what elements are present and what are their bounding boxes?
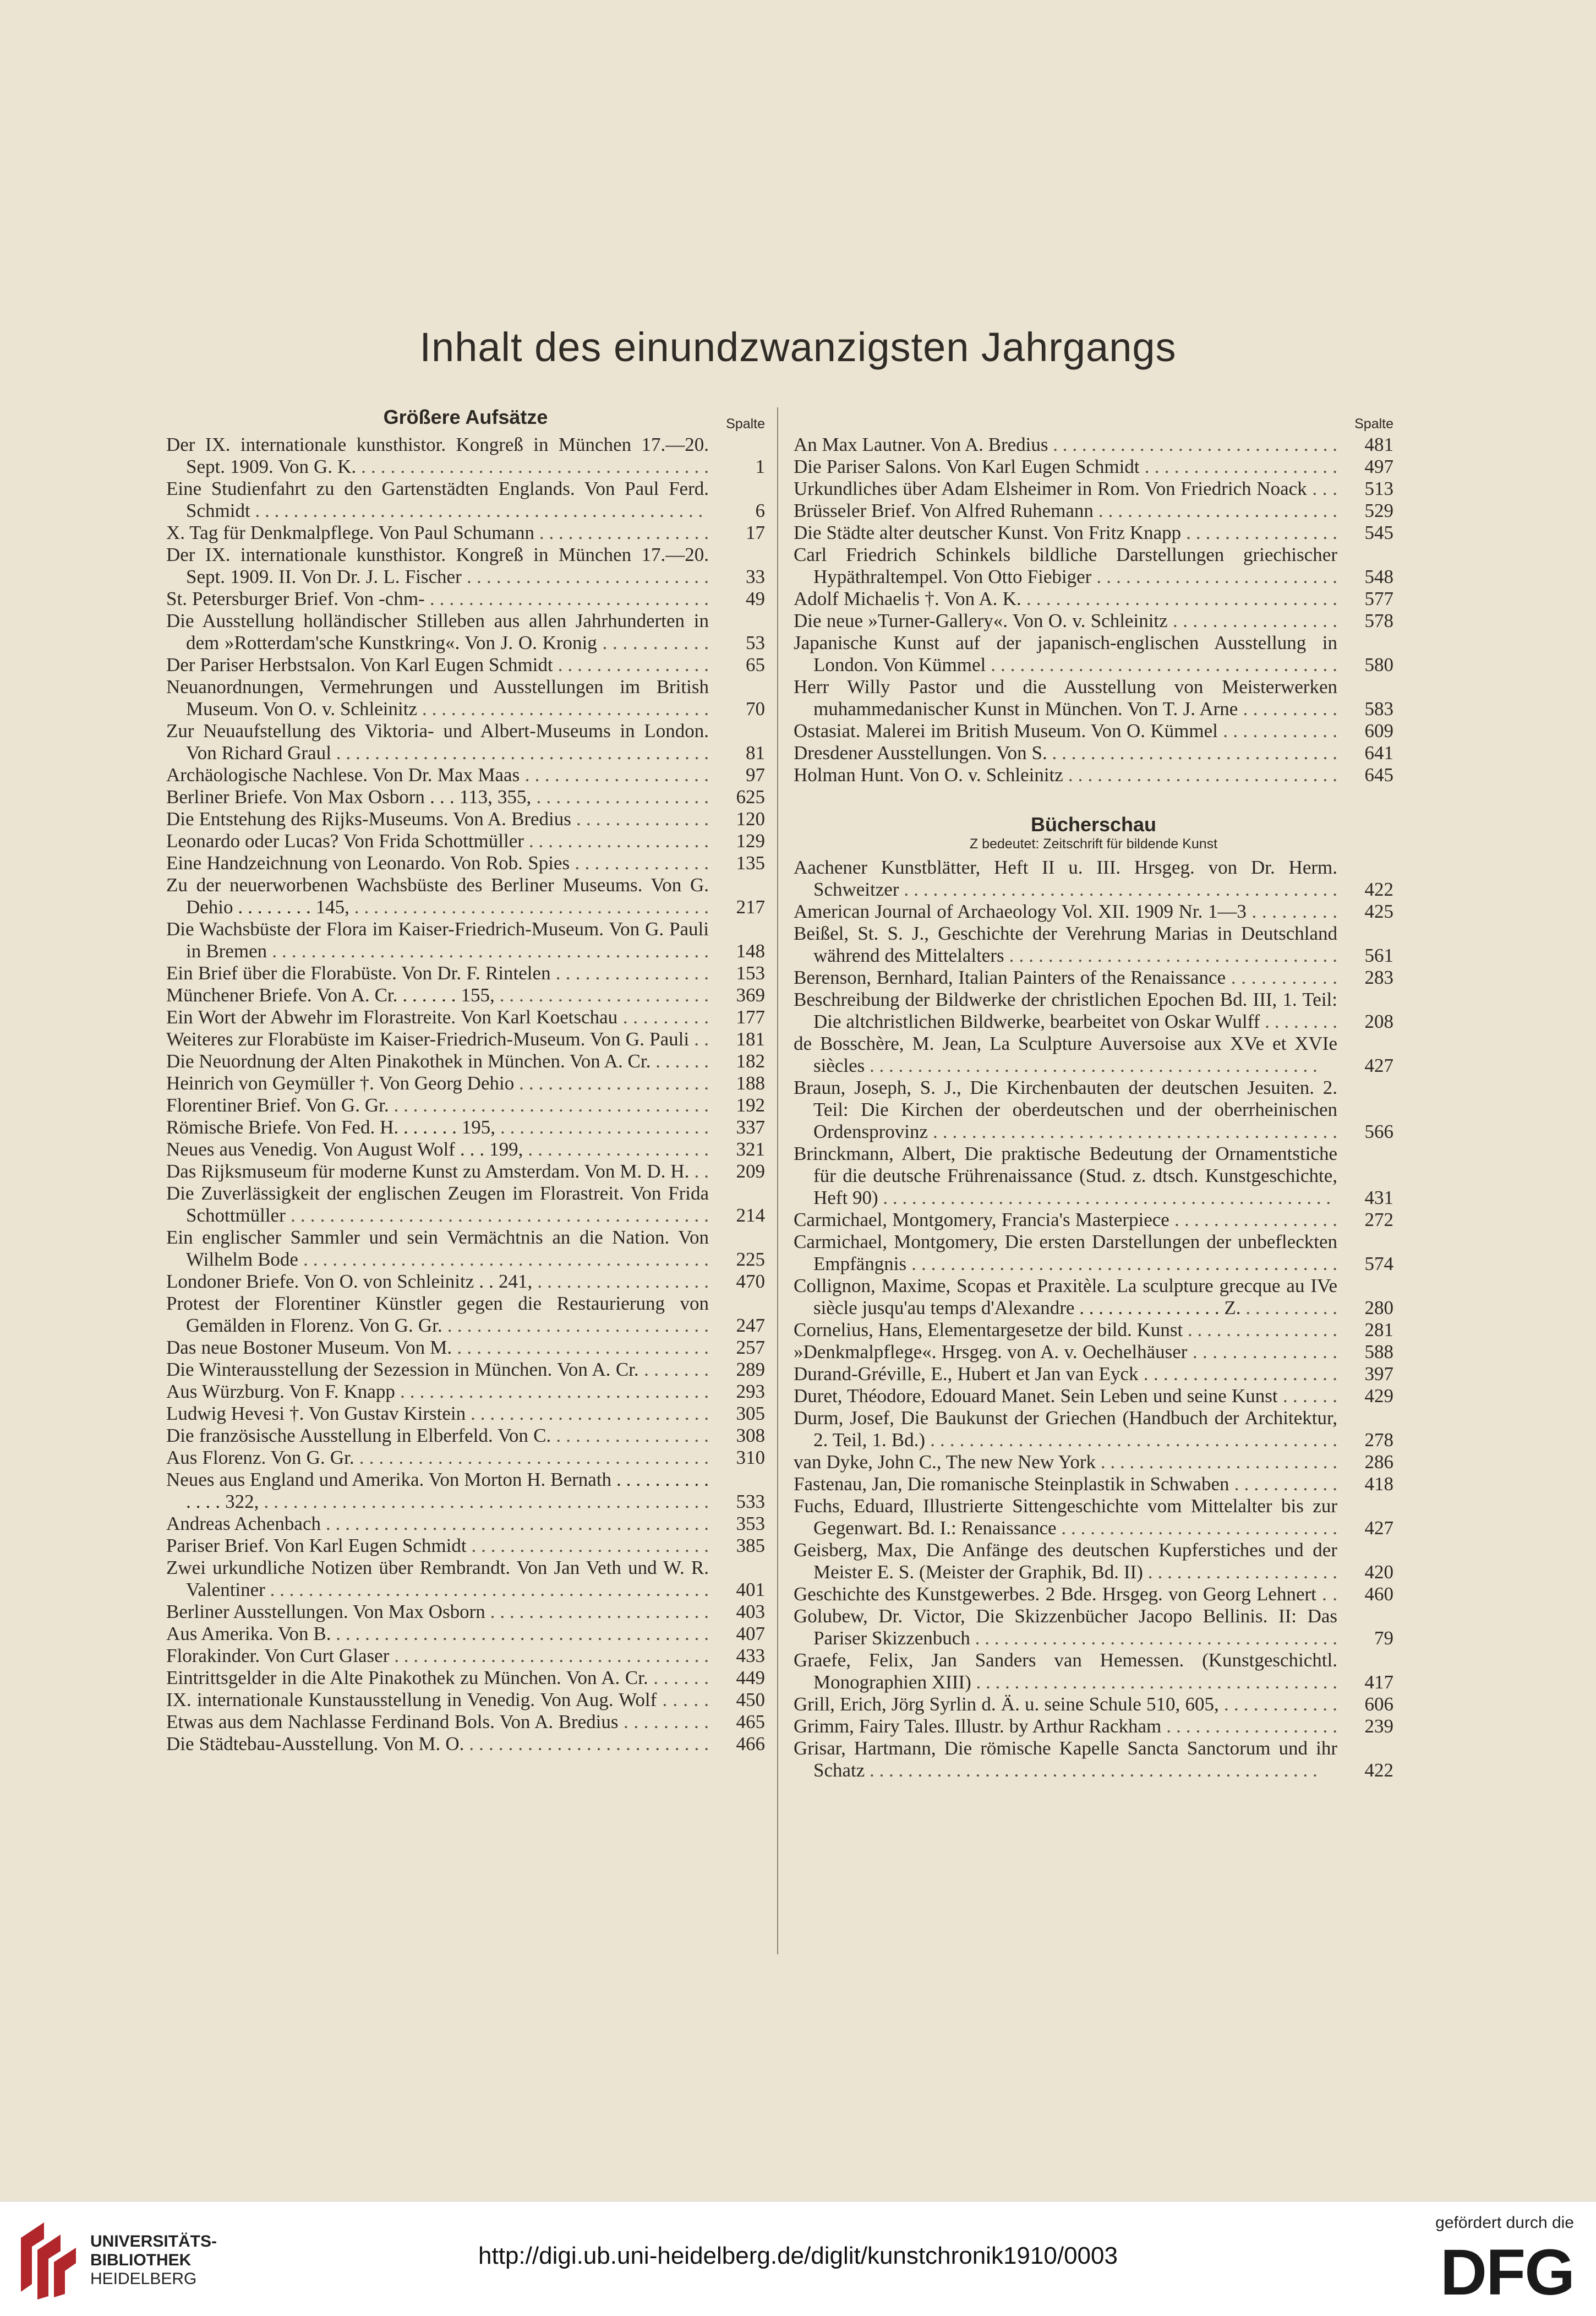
entry-column-number: 181	[736, 1028, 765, 1050]
entry-title: Aus Florenz. Von G. Gr. . . .	[166, 1447, 709, 1469]
entry-column-number: 214	[736, 1205, 765, 1226]
entry-title: Zu der neuerworbenen Wachsbüste des Berliner Museums. Von G. Dehio . . . . . . . . 145, . . .	[166, 874, 709, 918]
entry-title: Adolf Michaelis †. Von A. K. . . .	[794, 588, 1337, 610]
toc-entry	[166, 588, 765, 610]
entry-title: Holman Hunt. Von O. v. Schleinitz . . .	[794, 764, 1337, 786]
toc-entry	[166, 1182, 765, 1227]
entry-column-number: 533	[736, 1491, 765, 1512]
toc-entry	[794, 632, 1393, 676]
toc-entry	[794, 742, 1393, 764]
toc-entry	[166, 1337, 765, 1359]
toc-entry	[166, 720, 765, 764]
entry-title: Herr Willy Pastor und die Ausstellung von Meisterwerken muhammedanischer Kunst in München. Von T. J. Arne . . .	[794, 676, 1337, 720]
entry-column-number: 310	[736, 1447, 765, 1468]
entry-title: Florakinder. Von Curt Glaser . . .	[166, 1645, 709, 1667]
toc-entry	[794, 588, 1393, 610]
entry-title: Neuanordnungen, Vermehrungen und Ausstellungen im British Museum. Von O. v. Schleinitz . . .	[166, 676, 709, 720]
book-entry	[794, 1693, 1393, 1715]
entry-title: Der IX. internationale kunsthistor. Kongreß in München 17.—20. Sept. 1909. Von G. K. . . .	[166, 434, 709, 478]
book-entry	[794, 1407, 1393, 1451]
entry-title: Durm, Josef, Die Baukunst der Griechen (Handbuch der Architektur, 2. Teil, 1. Bd.) . . .	[794, 1407, 1337, 1451]
book-entry	[794, 1077, 1393, 1143]
entry-column-number: 247	[736, 1315, 765, 1336]
entry-column-number: 65	[746, 654, 765, 675]
entry-column-number: 308	[736, 1425, 765, 1446]
book-entry	[794, 1583, 1393, 1605]
entry-column-number: 33	[746, 566, 765, 587]
entry-title: Beißel, St. S. J., Geschichte der Verehrung Marias in Deutschland während des Mittelalters . . .	[794, 923, 1337, 967]
toc-entry	[166, 1028, 765, 1050]
entry-title: de Bosschère, M. Jean, La Sculpture Auversoise aux XVe et XVIe siècles . . .	[794, 1033, 1337, 1077]
entry-title: Die Neuordnung der Alten Pinakothek in München. Von A. Cr. . . .	[166, 1050, 709, 1072]
entry-title: American Journal of Archaeology Vol. XII. 1909 Nr. 1—3 . . .	[794, 901, 1337, 923]
entry-title: Die Städte alter deutscher Kunst. Von Fritz Knapp . . .	[794, 522, 1337, 544]
section-title-aufsaetze: Größere Aufsätze	[383, 406, 548, 428]
toc-entry	[166, 918, 765, 962]
entry-title: Die Winterausstellung der Sezession in München. Von A. Cr. . . .	[166, 1359, 709, 1381]
entry-column-number: 548	[1364, 566, 1393, 587]
toc-entry	[794, 610, 1393, 632]
entry-column-number: 305	[736, 1403, 765, 1424]
toc-entry	[166, 544, 765, 588]
entry-column-number: 529	[1364, 500, 1393, 521]
entry-title: Grisar, Hartmann, Die römische Kapelle Sancta Sanctorum und ihr Schatz . . .	[794, 1737, 1337, 1781]
book-entry	[794, 1209, 1393, 1231]
library-name-line: BIBLIOTHEK	[90, 2251, 192, 2269]
toc-entry	[166, 1160, 765, 1182]
entry-title: Aus Würzburg. Von F. Knapp . . .	[166, 1381, 709, 1403]
entry-title: Durand-Gréville, E., Hubert et Jan van Eyck . . .	[794, 1363, 1337, 1385]
entry-column-number: 79	[1374, 1627, 1393, 1649]
entry-column-number: 225	[736, 1249, 765, 1270]
entry-title: Das Rijksmuseum für moderne Kunst zu Amsterdam. Von M. D. H. . . .	[166, 1160, 709, 1182]
toc-entry	[166, 1623, 765, 1645]
entry-title: Carmichael, Montgomery, Francia's Masterpiece . . .	[794, 1209, 1337, 1231]
book-entry	[794, 1033, 1393, 1077]
entry-column-number: 545	[1364, 522, 1393, 543]
toc-entry	[166, 874, 765, 918]
entry-title: Die Städtebau-Ausstellung. Von M. O. . . .	[166, 1733, 709, 1755]
toc-entry	[166, 434, 765, 478]
entry-column-number: 97	[746, 764, 765, 786]
entry-title: Graefe, Felix, Jan Sanders van Hemessen. (Kunstgeschichtl. Monographien XIII) . . .	[794, 1649, 1337, 1693]
entry-title: Brüsseler Brief. Von Alfred Ruhemann . . .	[794, 500, 1337, 522]
entry-title: Urkundliches über Adam Elsheimer in Rom. Von Friedrich Noack . . .	[794, 478, 1337, 500]
entry-title: Der Pariser Herbstsalon. Von Karl Eugen Schmidt . . .	[166, 654, 709, 676]
entry-column-number: 425	[1364, 901, 1393, 922]
entry-column-number: 407	[736, 1623, 765, 1644]
entry-column-number: 422	[1364, 1759, 1393, 1781]
entry-title: Die Ausstellung holländischer Stilleben aus allen Jahrhunderten in dem »Rotterdam'sche Kunstkring«. Von J. O. Kronig . . .	[166, 610, 709, 654]
dfg-logo[interactable]: DFG	[1440, 2236, 1574, 2309]
entry-title: Londoner Briefe. Von O. von Schleinitz . . 241, . . .	[166, 1271, 709, 1293]
entry-column-number: 385	[736, 1535, 765, 1556]
entry-title: »Denkmalpflege«. Hrsgeg. von A. v. Oechelhäuser . . .	[794, 1341, 1337, 1363]
entry-column-number: 192	[736, 1094, 765, 1116]
entry-title: Das neue Bostoner Museum. Von M. . . .	[166, 1337, 709, 1359]
entry-column-number: 583	[1364, 698, 1393, 720]
toc-entry	[166, 522, 765, 544]
book-entry	[794, 967, 1393, 989]
entry-title: Ein Brief über die Florabüste. Von Dr. F. Rintelen . . .	[166, 962, 709, 984]
entry-column-number: 120	[736, 808, 765, 830]
entry-title: Grimm, Fairy Tales. Illustr. by Arthur Rackham . . .	[794, 1715, 1337, 1737]
entry-title: Etwas aus dem Nachlasse Ferdinand Bols. Von A. Bredius . . .	[166, 1711, 709, 1733]
entry-column-number: 209	[736, 1160, 765, 1182]
book-entry	[794, 1451, 1393, 1473]
toc-entry	[166, 1667, 765, 1689]
toc-entry	[166, 1116, 765, 1138]
entry-column-number: 645	[1364, 764, 1393, 786]
entry-title: Fuchs, Eduard, Illustrierte Sittengeschichte vom Mittelalter bis zur Gegenwart. Bd. I.: Renaissance . . .	[794, 1495, 1337, 1539]
entry-column-number: 513	[1364, 478, 1393, 499]
entry-title: Grill, Erich, Jörg Syrlin d. Ä. u. seine Schule 510, 605, . . .	[794, 1693, 1337, 1715]
entry-title: Eine Handzeichnung von Leonardo. Von Rob. Spies . . .	[166, 852, 709, 874]
entry-title: Ein englischer Sammler und sein Vermächtnis an die Nation. Von Wilhelm Bode . . .	[166, 1227, 709, 1271]
entry-column-number: 283	[1364, 967, 1393, 988]
entry-column-number: 422	[1364, 879, 1393, 900]
toc-entry	[166, 1072, 765, 1094]
book-entry	[794, 1495, 1393, 1539]
entry-column-number: 420	[1364, 1561, 1393, 1583]
entry-title: Berenson, Bernhard, Italian Painters of the Renaissance . . .	[794, 967, 1337, 989]
book-entry	[794, 923, 1393, 967]
entry-column-number: 449	[736, 1667, 765, 1688]
entry-column-number: 280	[1364, 1297, 1393, 1318]
entry-title: Cornelius, Hans, Elementargesetze der bild. Kunst . . .	[794, 1319, 1337, 1341]
entry-column-number: 580	[1364, 654, 1393, 675]
entry-title: Die Wachsbüste der Flora im Kaiser-Friedrich-Museum. Von G. Pauli in Bremen . . .	[166, 918, 709, 962]
entry-title: Eine Studienfahrt zu den Gartenstädten Englands. Von Paul Ferd. Schmidt . . .	[166, 478, 709, 522]
entry-column-number: 417	[1364, 1671, 1393, 1693]
toc-entry	[166, 808, 765, 830]
entry-title: Ludwig Hevesi †. Von Gustav Kirstein . . .	[166, 1403, 709, 1425]
toc-entry	[166, 1711, 765, 1733]
entry-column-number: 321	[736, 1138, 765, 1160]
entry-column-number: 566	[1364, 1121, 1393, 1142]
entry-column-number: 337	[736, 1116, 765, 1138]
entry-title: St. Petersburger Brief. Von -chm- . . .	[166, 588, 709, 610]
toc-entry	[166, 764, 765, 786]
toc-entry	[166, 984, 765, 1006]
entry-title: Andreas Achenbach . . .	[166, 1513, 709, 1535]
book-entry	[794, 1539, 1393, 1583]
entry-title: Zwei urkundliche Notizen über Rembrandt. Von Jan Veth und W. R. Valentiner . . .	[166, 1557, 709, 1601]
entry-title: Duret, Théodore, Edouard Manet. Sein Leben und seine Kunst . . .	[794, 1385, 1337, 1407]
book-entry	[794, 1715, 1393, 1737]
entry-column-number: 217	[736, 896, 765, 918]
book-entry	[794, 1231, 1393, 1275]
book-entry	[794, 1605, 1393, 1649]
entry-title: Neues aus England und Amerika. Von Morton H. Bernath . . . . . . . . . . . . . . 322, . . .	[166, 1469, 709, 1513]
toc-entry	[794, 478, 1393, 500]
entry-title: Neues aus Venedig. Von August Wolf . . . 199, . . .	[166, 1138, 709, 1160]
entry-title: Die Entstehung des Rijks-Museums. Von A. Bredius . . .	[166, 808, 709, 830]
left-column-header	[166, 403, 765, 434]
toc-entry	[166, 1535, 765, 1557]
entry-column-number: 53	[746, 632, 765, 653]
toc-entry	[794, 434, 1393, 456]
book-entry	[794, 989, 1393, 1033]
toc-entry	[166, 1293, 765, 1337]
toc-entry	[166, 1469, 765, 1513]
toc-entry	[166, 1050, 765, 1072]
entry-column-number: 427	[1364, 1055, 1393, 1076]
entry-column-number: 431	[1364, 1187, 1393, 1208]
entry-column-number: 49	[746, 588, 765, 609]
page-title: Inhalt des einundzwanzigsten Jahrgangs	[419, 324, 1177, 370]
entry-column-number: 460	[1364, 1583, 1393, 1605]
toc-entry	[166, 654, 765, 676]
entry-column-number: 470	[736, 1271, 765, 1292]
toc-entry	[166, 1601, 765, 1623]
entry-title: Collignon, Maxime, Scopas et Praxitèle. La sculpture grecque au IVe siècle jusqu'au temps d'Alexandre . . . . . . . . . . . . . . . Z. . . .	[794, 1275, 1337, 1319]
toc-entry	[166, 1513, 765, 1535]
toc-entry	[794, 720, 1393, 742]
library-name-line: HEIDELBERG	[90, 2270, 197, 2288]
toc-entry	[166, 1447, 765, 1469]
entry-column-number: 17	[746, 522, 765, 543]
book-entry	[794, 1385, 1393, 1407]
toc-entry	[166, 1403, 765, 1425]
entry-title: Ein Wort der Abwehr im Florastreite. Von Karl Koetschau . . .	[166, 1006, 709, 1028]
article-list	[166, 434, 765, 1755]
entry-title: Archäologische Nachlese. Von Dr. Max Maas . . .	[166, 764, 709, 786]
toc-entry	[166, 1227, 765, 1271]
entry-title: Leonardo oder Lucas? Von Frida Schottmüller . . .	[166, 830, 709, 852]
toc-entry	[794, 676, 1393, 720]
entry-title: Eintrittsgelder in die Alte Pinakothek zu München. Von A. Cr. . . .	[166, 1667, 709, 1689]
entry-column-number: 353	[736, 1513, 765, 1534]
book-entry	[794, 1737, 1393, 1781]
entry-column-number: 369	[736, 984, 765, 1006]
book-entry	[794, 1143, 1393, 1209]
entry-column-number: 561	[1364, 945, 1393, 966]
entry-column-number: 429	[1364, 1385, 1393, 1407]
toc-entry	[166, 830, 765, 852]
entry-title: Die Zuverlässigkeit der englischen Zeugen im Florastreit. Von Frida Schottmüller . . .	[166, 1182, 709, 1227]
toc-entry	[166, 1094, 765, 1116]
entry-column-number: 433	[736, 1645, 765, 1666]
entry-title: An Max Lautner. Von A. Bredius . . .	[794, 434, 1337, 456]
article-list-continued	[794, 434, 1393, 786]
book-entry	[794, 1275, 1393, 1319]
entry-title: Braun, Joseph, S. J., Die Kirchenbauten der deutschen Jesuiten. 2. Teil: Die Kirchen der oberdeutschen und der oberrheinischen Ordensprovinz . . .	[794, 1077, 1337, 1143]
entry-title: Der IX. internationale kunsthistor. Kongreß in München 17.—20. Sept. 1909. II. Von Dr. J. L. Fischer . . .	[166, 544, 709, 588]
entry-column-number: 466	[736, 1733, 765, 1754]
entry-column-number: 418	[1364, 1473, 1393, 1495]
entry-column-number: 481	[1364, 434, 1393, 455]
toc-entry	[166, 1271, 765, 1293]
spalte-label: Spalte	[726, 416, 765, 432]
entry-title: Protest der Florentiner Künstler gegen die Restaurierung von Gemälden in Florenz. Von G. Gr. . . .	[166, 1293, 709, 1337]
entry-title: Florentiner Brief. Von G. Gr. . . .	[166, 1094, 709, 1116]
toc-entry	[166, 1006, 765, 1028]
entry-column-number: 135	[736, 852, 765, 874]
toc-entry	[166, 786, 765, 808]
entry-title: Weiteres zur Florabüste im Kaiser-Friedrich-Museum. Von G. Pauli . . .	[166, 1028, 709, 1050]
entry-column-number: 281	[1364, 1319, 1393, 1340]
toc-entry	[166, 1138, 765, 1160]
entry-column-number: 625	[736, 786, 765, 808]
right-column-header	[794, 403, 1393, 434]
entry-title: Aachener Kunstblätter, Heft II u. III. Hrsgeg. von Dr. Herm. Schweitzer . . .	[794, 857, 1337, 901]
footer-bar	[0, 2201, 1596, 2316]
entry-column-number: 257	[736, 1337, 765, 1358]
entry-title: IX. internationale Kunstausstellung in Venedig. Von Aug. Wolf . . .	[166, 1689, 709, 1711]
entry-column-number: 450	[736, 1689, 765, 1710]
entry-title: Fastenau, Jan, Die romanische Steinplastik in Schwaben . . .	[794, 1473, 1337, 1495]
left-column	[166, 403, 765, 1755]
entry-column-number: 177	[736, 1006, 765, 1028]
entry-title: Dresdener Ausstellungen. Von S. . . .	[794, 742, 1337, 764]
entry-column-number: 1	[755, 456, 765, 477]
entry-column-number: 293	[736, 1381, 765, 1402]
toc-entry	[166, 676, 765, 720]
entry-column-number: 497	[1364, 456, 1393, 477]
entry-column-number: 289	[736, 1359, 765, 1380]
book-entry	[794, 901, 1393, 923]
entry-column-number: 609	[1364, 720, 1393, 742]
entry-column-number: 70	[746, 698, 765, 720]
toc-entry	[794, 500, 1393, 522]
toc-entry	[166, 962, 765, 984]
toc-entry	[794, 456, 1393, 478]
entry-title: X. Tag für Denkmalpflege. Von Paul Schumann . . .	[166, 522, 709, 544]
entry-column-number: 153	[736, 962, 765, 984]
entry-column-number: 208	[1364, 1011, 1393, 1032]
entry-title: Berliner Ausstellungen. Von Max Osborn . . .	[166, 1601, 709, 1623]
entry-column-number: 641	[1364, 742, 1393, 764]
toc-entry	[794, 522, 1393, 544]
entry-column-number: 578	[1364, 610, 1393, 631]
toc-entry	[166, 1557, 765, 1601]
entry-column-number: 465	[736, 1711, 765, 1732]
entry-column-number: 403	[736, 1601, 765, 1622]
entry-title: Die neue »Turner-Gallery«. Von O. v. Schleinitz . . .	[794, 610, 1337, 632]
section-subtitle: Z bedeutet: Zeitschrift für bildende Kunst	[969, 836, 1218, 852]
entry-column-number: 81	[746, 742, 765, 764]
entry-column-number: 401	[736, 1579, 765, 1600]
entry-title: Japanische Kunst auf der japanisch-englischen Ausstellung in London. Von Kümmel . . .	[794, 632, 1337, 676]
entry-column-number: 397	[1364, 1363, 1393, 1385]
toc-entry	[166, 1733, 765, 1755]
entry-title: Geschichte des Kunstgewerbes. 2 Bde. Hrsgeg. von Georg Lehnert . . .	[794, 1583, 1337, 1605]
entry-title: Carl Friedrich Schinkels bildliche Darstellungen griechischer Hypäthraltempel. Von Otto Fiebiger . . .	[794, 544, 1337, 588]
toc-entry	[166, 1359, 765, 1381]
entry-column-number: 577	[1364, 588, 1393, 609]
book-entry	[794, 857, 1393, 901]
entry-title: Heinrich von Geymüller †. Von Georg Dehio . . .	[166, 1072, 709, 1094]
entry-title: Münchener Briefe. Von A. Cr. . . . . . . 155, . . .	[166, 984, 709, 1006]
source-url-link[interactable]: http://digi.ub.uni-heidelberg.de/diglit/kunstchronik1910/0003	[478, 2242, 1118, 2269]
entry-column-number: 148	[736, 940, 765, 962]
entry-title: Pariser Brief. Von Karl Eugen Schmidt . . .	[166, 1535, 709, 1557]
entry-column-number: 588	[1364, 1341, 1393, 1363]
entry-title: Die Pariser Salons. Von Karl Eugen Schmidt . . .	[794, 456, 1337, 478]
entry-title: Geisberg, Max, Die Anfänge des deutschen Kupferstiches und der Meister E. S. (Meister der Graphik, Bd. II) . . .	[794, 1539, 1337, 1583]
book-entry	[794, 1473, 1393, 1495]
entry-title: Die französische Ausstellung in Elberfeld. Von C. . . .	[166, 1425, 709, 1447]
entry-title: Golubew, Dr. Victor, Die Skizzenbücher Jacopo Bellinis. II: Das Pariser Skizzenbuch . . .	[794, 1605, 1337, 1649]
entry-title: Aus Amerika. Von B. . . .	[166, 1623, 709, 1645]
right-column	[794, 403, 1393, 1781]
entry-column-number: 278	[1364, 1429, 1393, 1451]
toc-entry	[794, 544, 1393, 588]
book-entry	[794, 1341, 1393, 1363]
entry-column-number: 272	[1364, 1209, 1393, 1230]
entry-title: Beschreibung der Bildwerke der christlichen Epochen Bd. III, 1. Teil: Die altchristlichen Bildwerke, bearbeitet von Oskar Wulff . . .	[794, 989, 1337, 1033]
spalte-label: Spalte	[1354, 416, 1393, 432]
entry-title: Carmichael, Montgomery, Die ersten Darstellungen der unbefleckten Empfängnis . . .	[794, 1231, 1337, 1275]
toc-entry	[166, 1689, 765, 1711]
book-review-list	[794, 857, 1393, 1781]
funder-label: gefördert durch die	[1435, 2214, 1574, 2232]
entry-column-number: 239	[1364, 1715, 1393, 1737]
entry-title: Berliner Briefe. Von Max Osborn . . . 113, 355, . . .	[166, 786, 709, 808]
toc-entry	[166, 1645, 765, 1667]
toc-entry	[166, 610, 765, 654]
toc-entry	[166, 478, 765, 522]
entry-column-number: 606	[1364, 1693, 1393, 1715]
entry-column-number: 182	[736, 1050, 765, 1072]
entry-title: Zur Neuaufstellung des Viktoria- und Albert-Museums in London. Von Richard Graul . . .	[166, 720, 709, 764]
toc-entry	[166, 1425, 765, 1447]
book-entry	[794, 1319, 1393, 1341]
book-entry	[794, 1649, 1393, 1693]
entry-title: Ostasiat. Malerei im British Museum. Von O. Kümmel . . .	[794, 720, 1337, 742]
section-title-buecherschau: Bücherschau	[1030, 813, 1157, 836]
entry-column-number: 188	[736, 1072, 765, 1094]
entry-column-number: 286	[1364, 1451, 1393, 1473]
entry-title: Römische Briefe. Von Fed. H. . . . . . . 195, . . .	[166, 1116, 709, 1138]
entry-column-number: 129	[736, 830, 765, 852]
book-entry	[794, 1363, 1393, 1385]
entry-column-number: 574	[1364, 1253, 1393, 1274]
entry-title: van Dyke, John C., The new New York . . .	[794, 1451, 1337, 1473]
entry-title: Brinckmann, Albert, Die praktische Bedeutung der Ornamentstiche für die deutsche Frührenaissance (Stud. z. dtsch. Kunstgeschichte, Heft 90) . . .	[794, 1143, 1337, 1209]
toc-entry	[794, 764, 1393, 786]
toc-entry	[166, 852, 765, 874]
toc-entry	[166, 1381, 765, 1403]
library-name-line: UNIVERSITÄTS-	[90, 2232, 217, 2250]
column-divider	[777, 407, 778, 1954]
entry-column-number: 427	[1364, 1517, 1393, 1539]
entry-column-number: 6	[755, 500, 765, 521]
